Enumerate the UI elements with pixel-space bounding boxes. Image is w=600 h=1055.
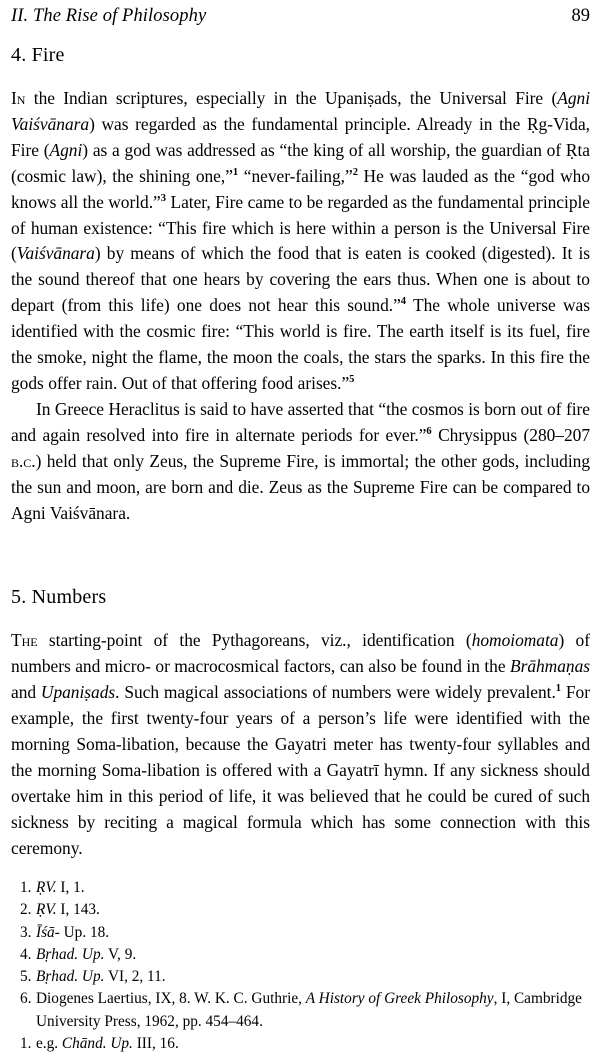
section-heading-numbers: 5. Numbers: [11, 586, 107, 609]
footnote-item: [11, 877, 590, 899]
footnote-text: Īśā- Up. 18.: [36, 923, 110, 941]
era-label: b.c.: [11, 450, 36, 471]
footnote-text: ṚV. I, 1.: [36, 879, 85, 896]
running-head: [11, 6, 590, 32]
footnote-text: Diogenes Laertius, IX, 8. W. K. C. Guthrie, A History of Greek Philosophy, I, Cambridge University Press, 1962, pp. 454–464.: [36, 988, 590, 1033]
footnote-number: 3.: [20, 923, 32, 941]
footnote-number: 5.: [20, 968, 32, 986]
page-body: [11, 42, 590, 862]
footnote-number: 1.: [20, 1035, 32, 1053]
footnote-item: [11, 1033, 590, 1055]
footnote-number: 6.: [20, 990, 32, 1008]
paragraph-lead-smallcaps: In: [11, 88, 26, 108]
footnotes: [11, 877, 590, 1055]
paragraph-fire-2: In Greece Heraclitus is said to have asserted that “the cosmos is born out of fire and again resolved into fire in alternate periods for ever.”$^6$ Chrysippus (280–207 b.c.) held that only Zeus, the Supreme Fire, is immortal; the other gods, including the sun and moon, are born and die. Zeus as the Supreme Fire can be compared to Agni Vaiśvānara.: [11, 398, 591, 523]
page-number: 89: [571, 6, 590, 26]
footnote-text: Bṛhad. Up. VI, 2, 11.: [36, 968, 166, 986]
footnote-item: [11, 899, 590, 921]
paragraph-fire-1: [11, 86, 590, 397]
section-heading-fire: 4. Fire: [11, 44, 65, 66]
footnote-text: e.g. Chānd. Up. III, 16.: [36, 1035, 179, 1053]
footnote-number: 4.: [20, 945, 32, 963]
footnote-item: [11, 922, 590, 944]
footnote-text: ṚV. I, 143.: [36, 901, 100, 919]
paragraph-text: starting-point of the Pythagoreans, viz., identification (homoiomata) of numbers and micro- or macrocosmical factors, can also be found in the Brāhmaṇas and Upaniṣads. Such magical associations of numbers were widely prevalent.$^1$ For example, the first twenty-four years of a person’s life were identified with the morning Soma-libation, because the Gayatri meter has twenty-four syllables and the morning Soma-libation is offered with a Gayatrī hymn. If any sickness should overtake him in this period of life, it was believed that he could be cured of such sickness by reciting a magical formula which has some connection with this ceremony.: [11, 630, 590, 858]
footnote-number: 1.: [20, 879, 32, 896]
footnote-item: [11, 966, 590, 988]
footnote-number: 2.: [20, 901, 32, 919]
footnote-text: Bṛhad. Up. V, 9.: [36, 945, 137, 963]
footnote-item: [11, 944, 590, 966]
footnote-continuation: University Press, 1962, pp. 454–464.: [36, 1012, 263, 1030]
paragraph-text: the Indian scriptures, especially in the Upaniṣads, the Universal Fire (Agni Vaiśvānara) was regarded as the fundamental principle. Already in the Ṛg-Vida, Fire (Agni) as a god was addressed as “the king of all worship, the guardian of Ṛta (cosmic law), the shining one,”$^1$ “never-failing,”$^2$ He was lauded as the “god who knows all the world.”$^3$ Later, Fire came to be regarded as the fundamental principle of human existence: “This fire which is here within a person is the Universal Fire (Vaiśvānara) by means of which the food that is eaten is cooked (digested). It is the sound thereof that one hears by covering the ears thus. When one is about to depart (from this life) one does not hear this sound.”$^4$ The whole universe was identified with the cosmic fire: “This world is fire. The earth itself is its fuel, fire the smoke, night the flame, the moon the coals, the stars the sparks. In this fire the gods offer rain. Out of that offering food arises.”$^5$: [11, 88, 591, 393]
paragraph-numbers-1: [11, 628, 590, 861]
running-head-title: II. The Rise of Philosophy: [11, 6, 207, 26]
footnote-item: [11, 988, 590, 1033]
paragraph-lead-smallcaps: The: [11, 630, 38, 651]
section-spacer: [11, 526, 590, 584]
